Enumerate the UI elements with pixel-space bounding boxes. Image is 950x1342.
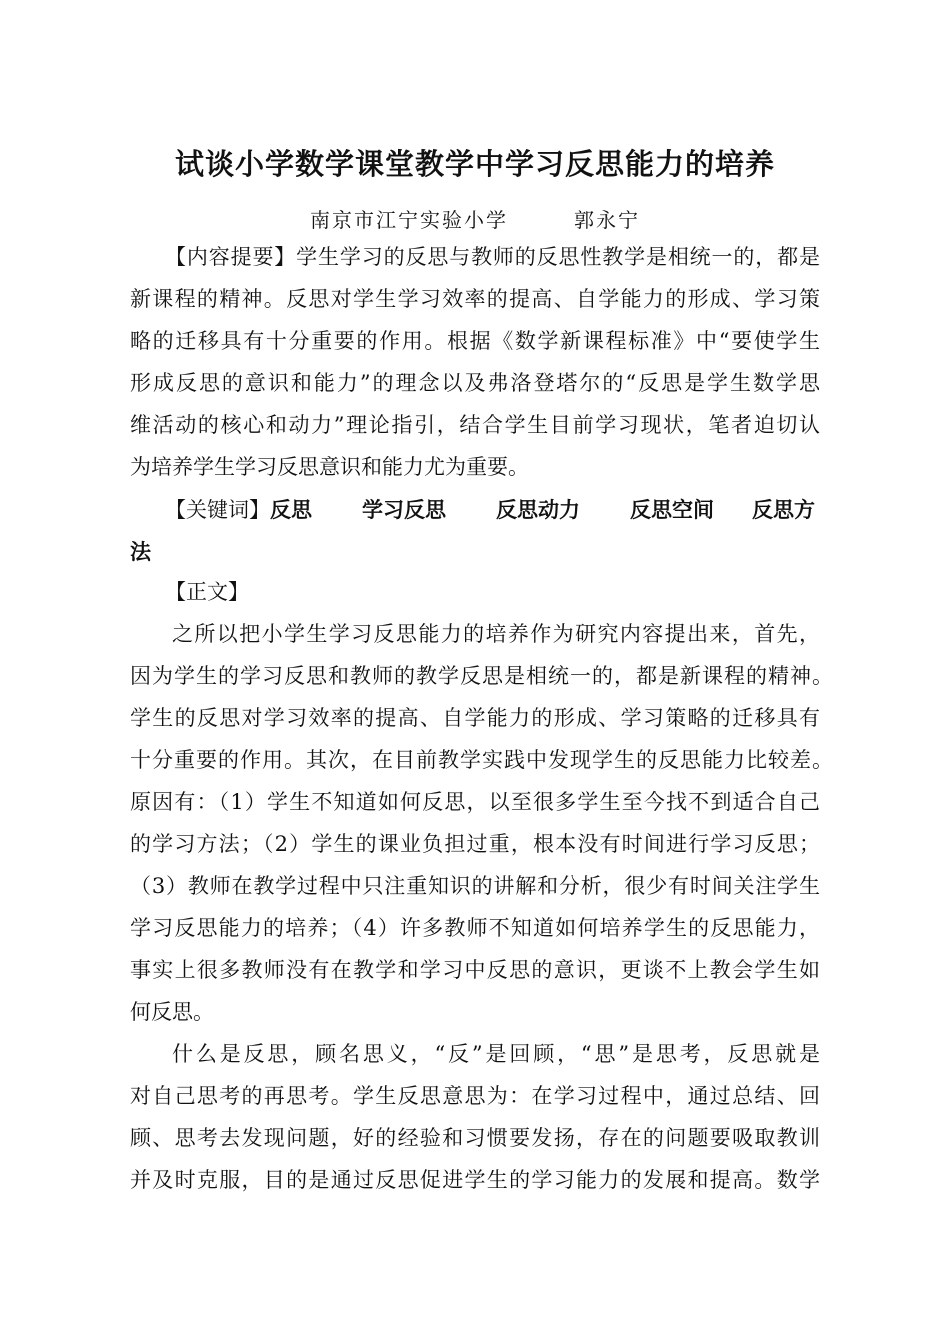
body-line: 之所以把小学生学习反思能力的培养作为研究内容提出来，首先，	[172, 622, 820, 646]
body-line: 因为学生的学习反思和教师的教学反思是相统一的，都是新课程的精神。	[130, 664, 833, 688]
body-line: （3）教师在教学过程中只注重知识的讲解和分析，很少有时间关注学生	[130, 874, 820, 898]
body-line: 何反思。	[130, 1000, 214, 1024]
body-line: 学生的反思对学习效率的提高、自学能力的形成、学习策略的迁移具有	[130, 706, 820, 730]
keywords-row	[130, 495, 820, 525]
abstract-line: 形成反思的意识和能力”的理念以及弗洛登塔尔的“反思是学生数学思	[130, 371, 820, 395]
body-line: 的学习方法；（2）学生的课业负担过重，根本没有时间进行学习反思；	[130, 832, 820, 856]
abstract-line: 略的迁移具有十分重要的作用。根据《数学新课程标准》中“要使学生	[130, 329, 820, 353]
body-line: 顾、思考去发现问题，好的经验和习惯要发扬，存在的问题要吸取教训	[130, 1126, 820, 1150]
body-line: 事实上很多教师没有在教学和学习中反思的意识，更谈不上教会学生如	[130, 958, 820, 982]
keyword: 反思	[270, 498, 312, 522]
keyword: 反思方	[752, 498, 815, 522]
body-line: 学习反思能力的培养；（4）许多教师不知道如何培养学生的反思能力，	[130, 916, 820, 940]
abstract-line: 新课程的精神。反思对学生学习效率的提高、自学能力的形成、学习策	[130, 287, 820, 311]
keyword: 学习反思	[362, 498, 446, 522]
body-heading: 【正文】	[165, 580, 249, 604]
body-line: 对自己思考的再思考。学生反思意思为：在学习过程中，通过总结、回	[130, 1084, 820, 1108]
keyword-wrap: 法	[130, 540, 151, 564]
keyword: 反思空间	[630, 498, 714, 522]
body-line: 十分重要的作用。其次，在目前教学实践中发现学生的反思能力比较差。	[130, 748, 833, 772]
author-name: 郭永宁	[574, 208, 640, 232]
author-line	[0, 204, 950, 233]
document-title: 试谈小学数学课堂教学中学习反思能力的培养	[174, 147, 775, 181]
keywords-label: 【关键词】	[165, 498, 270, 522]
body-line: 原因有：（1）学生不知道如何反思，以至很多学生至今找不到适合自己	[130, 790, 820, 814]
author-school: 南京市江宁实验小学	[310, 208, 508, 232]
abstract-line: 【内容提要】学生学习的反思与教师的反思性教学是相统一的，都是	[165, 245, 820, 269]
body-line: 什么是反思，顾名思义，“反”是回顾，“思”是思考，反思就是	[172, 1042, 820, 1066]
body-line: 并及时克服，目的是通过反思促进学生的学习能力的发展和提高。数学	[130, 1168, 820, 1192]
abstract-line: 维活动的核心和动力”理论指引，结合学生目前学习现状，笔者迫切认	[130, 413, 820, 437]
abstract-line: 为培养学生学习反思意识和能力尤为重要。	[130, 455, 529, 479]
keyword: 反思动力	[496, 498, 580, 522]
